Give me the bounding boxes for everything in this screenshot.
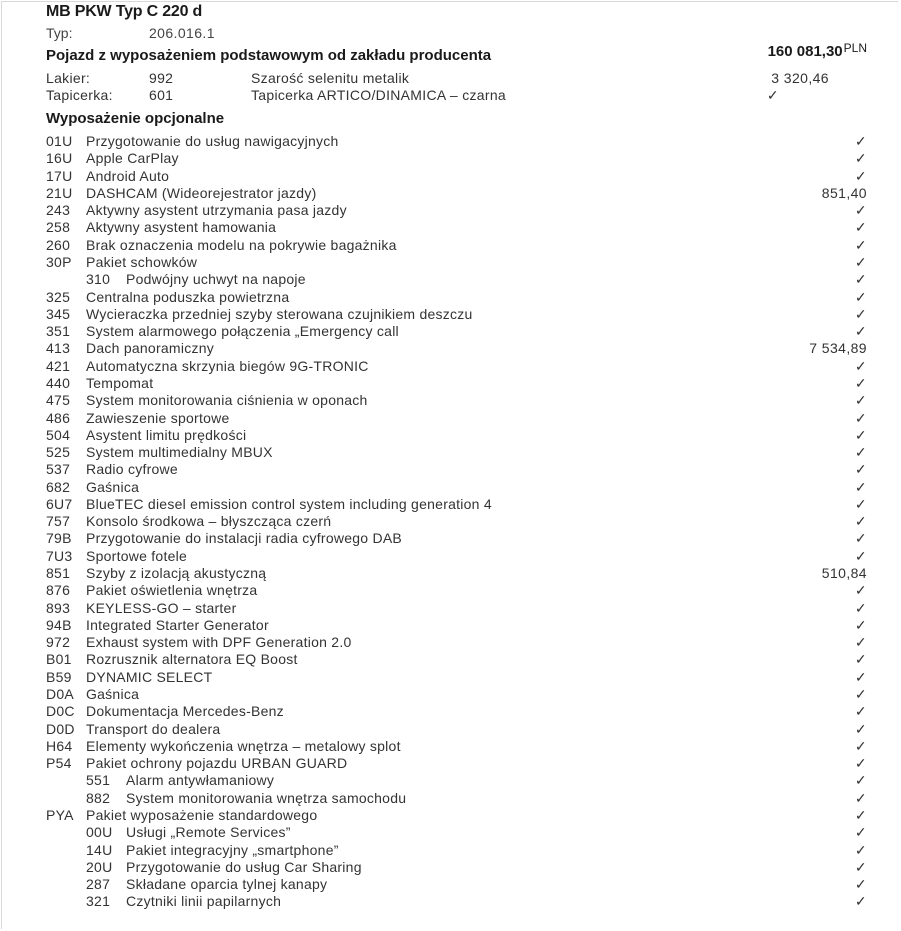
- equipment-row: [0, 859, 901, 876]
- equipment-code: 345: [46, 305, 71, 322]
- equipment-description: Składane oparcia tylnej kanapy: [126, 876, 328, 892]
- equipment-price: ✓: [854, 582, 867, 599]
- equipment-code: 757: [46, 513, 71, 530]
- equipment-description: Dach panoramiczny: [86, 340, 214, 357]
- equipment-description: Pakiet schowków: [86, 254, 198, 270]
- equipment-description: Integrated Starter Generator: [86, 616, 269, 633]
- equipment-description: System monitorowania wnętrza samochodu: [126, 789, 407, 806]
- equipment-price: ✓: [854, 806, 867, 823]
- equipment-code: B59: [46, 668, 72, 685]
- equipment-row: [0, 530, 901, 547]
- equipment-description: Czytniki linii papilarnych: [126, 893, 282, 910]
- equipment-code: 243: [46, 202, 71, 219]
- equipment-price: ✓: [854, 876, 867, 892]
- equipment-row: [0, 219, 901, 236]
- equipment-description: System multimedialny MBUX: [86, 444, 273, 460]
- equipment-row: [0, 133, 901, 150]
- equipment-code: 21U: [46, 184, 73, 201]
- equipment-row: [0, 617, 901, 634]
- equipment-code: 486: [46, 409, 71, 426]
- equipment-description: Pakiet oświetlenia wnętrza: [86, 582, 258, 599]
- equipment-row: [0, 582, 901, 599]
- equipment-description: Zawieszenie sportowe: [86, 409, 230, 426]
- equipment-row: [0, 721, 901, 738]
- equipment-description: Transport do dealera: [86, 720, 221, 737]
- equipment-price: ✓: [854, 392, 867, 409]
- equipment-price: ✓: [854, 288, 867, 305]
- document-title: MB PKW Typ C 220 d: [46, 3, 203, 20]
- equipment-row: [0, 548, 901, 565]
- equipment-code: 30P: [46, 254, 72, 270]
- equipment-row: [0, 444, 901, 461]
- equipment-price: ✓: [854, 703, 867, 720]
- base-price: [768, 43, 867, 60]
- equipment-price: ✓: [854, 530, 867, 547]
- equipment-price: ✓: [854, 357, 867, 374]
- equipment-description: Pakiet integracyjny „smartphone”: [126, 841, 339, 858]
- equipment-code: 525: [46, 444, 71, 460]
- equipment-code: 882: [86, 789, 111, 806]
- equipment-code: 287: [86, 876, 111, 892]
- equipment-description: Exhaust system with DPF Generation 2.0: [86, 634, 352, 651]
- equipment-code: 6U7: [46, 495, 73, 512]
- equipment-row: [0, 185, 901, 202]
- equipment-description: Rozrusznik alternatora EQ Boost: [86, 651, 298, 668]
- equipment-price: ✓: [854, 305, 867, 322]
- equipment-row: [0, 150, 901, 167]
- equipment-row: [0, 461, 901, 478]
- equipment-row: [0, 565, 901, 582]
- equipment-row: [0, 289, 901, 306]
- equipment-row: [0, 254, 901, 271]
- equipment-description: Przygotowanie do usług nawigacyjnych: [86, 133, 339, 149]
- upholstery-code: 601: [149, 87, 174, 103]
- equipment-description: Przygotowanie do instalacji radia cyfrowego DAB: [86, 530, 403, 547]
- equipment-description: KEYLESS-GO – starter: [86, 599, 237, 616]
- equipment-price: ✓: [854, 236, 867, 253]
- equipment-code: D0A: [46, 686, 74, 702]
- equipment-price: ✓: [854, 478, 867, 495]
- equipment-price: ✓: [854, 547, 867, 564]
- equipment-row: [0, 392, 901, 409]
- equipment-price: 851,40: [821, 184, 867, 201]
- equipment-price: ✓: [854, 686, 867, 702]
- equipment-description: Pakiet ochrony pojazdu URBAN GUARD: [86, 755, 348, 772]
- equipment-price: ✓: [854, 737, 867, 754]
- equipment-row: [0, 686, 901, 703]
- equipment-row: [0, 790, 901, 807]
- equipment-row: [0, 824, 901, 841]
- equipment-description: Asystent limitu prędkości: [86, 426, 247, 443]
- paint-code: 992: [149, 70, 174, 86]
- equipment-description: Alarm antywłamaniowy: [126, 772, 275, 789]
- equipment-row: [0, 271, 901, 288]
- equipment-description: Gaśnica: [86, 478, 140, 495]
- equipment-price: ✓: [854, 426, 867, 443]
- equipment-row: [0, 323, 901, 340]
- equipment-code: PYA: [46, 806, 74, 823]
- upholstery-label: Tapicerka:: [46, 87, 113, 103]
- equipment-price: ✓: [854, 858, 867, 875]
- equipment-price: ✓: [854, 789, 867, 806]
- equipment-code: 475: [46, 392, 71, 409]
- equipment-description: Aktywny asystent utrzymania pasa jazdy: [86, 202, 347, 219]
- equipment-description: Android Auto: [86, 167, 170, 184]
- equipment-code: 94B: [46, 616, 72, 633]
- equipment-price: ✓: [854, 271, 867, 288]
- equipment-row: [0, 358, 901, 375]
- equipment-description: DYNAMIC SELECT: [86, 668, 213, 685]
- equipment-code: 893: [46, 599, 71, 616]
- equipment-price: ✓: [854, 893, 867, 910]
- equipment-code: H64: [46, 737, 73, 754]
- equipment-row: [0, 755, 901, 772]
- equipment-code: 421: [46, 357, 71, 374]
- equipment-code: 310: [86, 271, 111, 288]
- equipment-code: 325: [46, 288, 71, 305]
- equipment-row: [0, 410, 901, 427]
- equipment-row: [0, 237, 901, 254]
- equipment-price: ✓: [854, 824, 867, 841]
- equipment-code: 7U3: [46, 547, 73, 564]
- equipment-description: Radio cyfrowe: [86, 461, 178, 478]
- equipment-description: DASHCAM (Wideorejestrator jazdy): [86, 184, 317, 201]
- equipment-code: 01U: [46, 133, 73, 149]
- base-price-currency: PLN: [843, 41, 867, 55]
- equipment-price: 510,84: [821, 565, 867, 581]
- equipment-row: [0, 651, 901, 668]
- optional-equipment-heading: Wyposażenie opcjonalne: [46, 110, 225, 127]
- equipment-price: ✓: [854, 133, 867, 149]
- equipment-price: ✓: [854, 651, 867, 668]
- equipment-row: [0, 340, 901, 357]
- equipment-row: [0, 703, 901, 720]
- equipment-code: 504: [46, 426, 71, 443]
- equipment-row: [0, 202, 901, 219]
- equipment-code: 00U: [86, 824, 113, 841]
- equipment-description: Tempomat: [86, 374, 154, 391]
- equipment-code: P54: [46, 755, 72, 772]
- equipment-description: Elementy wykończenia wnętrza – metalowy splot: [86, 737, 401, 754]
- equipment-row: [0, 738, 901, 755]
- equipment-description: Szyby z izolacją akustyczną: [86, 565, 267, 581]
- equipment-code: 351: [46, 323, 71, 340]
- equipment-row: [0, 876, 901, 893]
- equipment-row: [0, 375, 901, 392]
- equipment-price: ✓: [854, 495, 867, 512]
- equipment-code: 876: [46, 582, 71, 599]
- equipment-price: ✓: [854, 755, 867, 772]
- equipment-description: Usługi „Remote Services”: [126, 824, 291, 841]
- type-value: 206.016.1: [149, 25, 215, 41]
- equipment-price: ✓: [854, 374, 867, 391]
- equipment-price: ✓: [854, 219, 867, 236]
- equipment-price: ✓: [854, 461, 867, 478]
- equipment-code: 537: [46, 461, 71, 478]
- paint-price: 3 320,46: [771, 70, 829, 86]
- equipment-description: Automatyczna skrzynia biegów 9G-TRONIC: [86, 357, 369, 374]
- equipment-description: Centralna poduszka powietrzna: [86, 288, 290, 305]
- equipment-description: Konsolo środkowa – błyszcząca czerń: [86, 513, 332, 530]
- equipment-price: ✓: [854, 772, 867, 789]
- equipment-price: ✓: [854, 634, 867, 651]
- equipment-price: ✓: [854, 254, 867, 270]
- equipment-price: ✓: [854, 409, 867, 426]
- equipment-price: ✓: [854, 167, 867, 184]
- equipment-code: 440: [46, 374, 71, 391]
- type-label: Typ:: [46, 25, 73, 41]
- equipment-code: 17U: [46, 167, 73, 184]
- equipment-price: ✓: [854, 599, 867, 616]
- equipment-price: ✓: [854, 444, 867, 460]
- equipment-description: Pakiet wyposażenie standardowego: [86, 806, 318, 823]
- equipment-row: [0, 669, 901, 686]
- equipment-description: Wycieraczka przedniej szyby sterowana czujnikiem deszczu: [86, 305, 473, 322]
- equipment-price: ✓: [854, 841, 867, 858]
- base-equipment-label: Pojazd z wyposażeniem podstawowym od zakładu producenta: [46, 47, 492, 64]
- equipment-row: [0, 479, 901, 496]
- equipment-price: ✓: [854, 150, 867, 167]
- equipment-row: [0, 427, 901, 444]
- equipment-description: Aktywny asystent hamowania: [86, 219, 277, 236]
- equipment-code: B01: [46, 651, 72, 668]
- equipment-code: 260: [46, 236, 71, 253]
- upholstery-desc: Tapicerka ARTICO/DINAMICA – czarna: [251, 87, 507, 103]
- equipment-code: 551: [86, 772, 111, 789]
- equipment-row: [0, 496, 901, 513]
- equipment-description: System monitorowania ciśnienia w oponach: [86, 392, 368, 409]
- equipment-price: ✓: [854, 616, 867, 633]
- equipment-row: [0, 513, 901, 530]
- equipment-description: Dokumentacja Mercedes-Benz: [86, 703, 284, 720]
- equipment-price: ✓: [854, 323, 867, 340]
- equipment-price: ✓: [854, 720, 867, 737]
- equipment-code: 321: [86, 893, 111, 910]
- equipment-code: D0D: [46, 720, 75, 737]
- equipment-code: 682: [46, 478, 71, 495]
- equipment-description: Apple CarPlay: [86, 150, 179, 167]
- equipment-code: 851: [46, 565, 71, 581]
- equipment-code: 79B: [46, 530, 72, 547]
- paint-label: Lakier:: [46, 70, 91, 86]
- equipment-code: 16U: [46, 150, 73, 167]
- equipment-price: ✓: [854, 513, 867, 530]
- equipment-code: 413: [46, 340, 71, 357]
- equipment-row: [0, 842, 901, 859]
- equipment-code: 972: [46, 634, 71, 651]
- equipment-row: [0, 893, 901, 910]
- equipment-row: [0, 168, 901, 185]
- equipment-description: Sportowe fotele: [86, 547, 188, 564]
- equipment-code: 14U: [86, 841, 113, 858]
- equipment-row: [0, 600, 901, 617]
- equipment-code: 258: [46, 219, 71, 236]
- equipment-row: [0, 306, 901, 323]
- paint-desc: Szarość selenitu metalik: [251, 70, 410, 86]
- equipment-description: Przygotowanie do usług Car Sharing: [126, 858, 362, 875]
- equipment-price: 7 534,89: [809, 340, 867, 357]
- base-price-value: 160 081,30: [767, 43, 843, 60]
- equipment-row: [0, 807, 901, 824]
- equipment-code: 20U: [86, 858, 113, 875]
- equipment-row: [0, 772, 901, 789]
- equipment-description: Brak oznaczenia modelu na pokrywie bagażnika: [86, 236, 397, 253]
- equipment-description: System alarmowego połączenia „Emergency call: [86, 323, 399, 340]
- upholstery-check: ✓: [766, 87, 779, 103]
- equipment-price: ✓: [854, 668, 867, 685]
- equipment-price: ✓: [854, 202, 867, 219]
- equipment-description: Gaśnica: [86, 686, 140, 702]
- equipment-description: BlueTEC diesel emission control system including generation 4: [86, 495, 492, 512]
- equipment-description: Podwójny uchwyt na napoje: [126, 271, 306, 288]
- equipment-row: [0, 634, 901, 651]
- equipment-code: D0C: [46, 703, 75, 720]
